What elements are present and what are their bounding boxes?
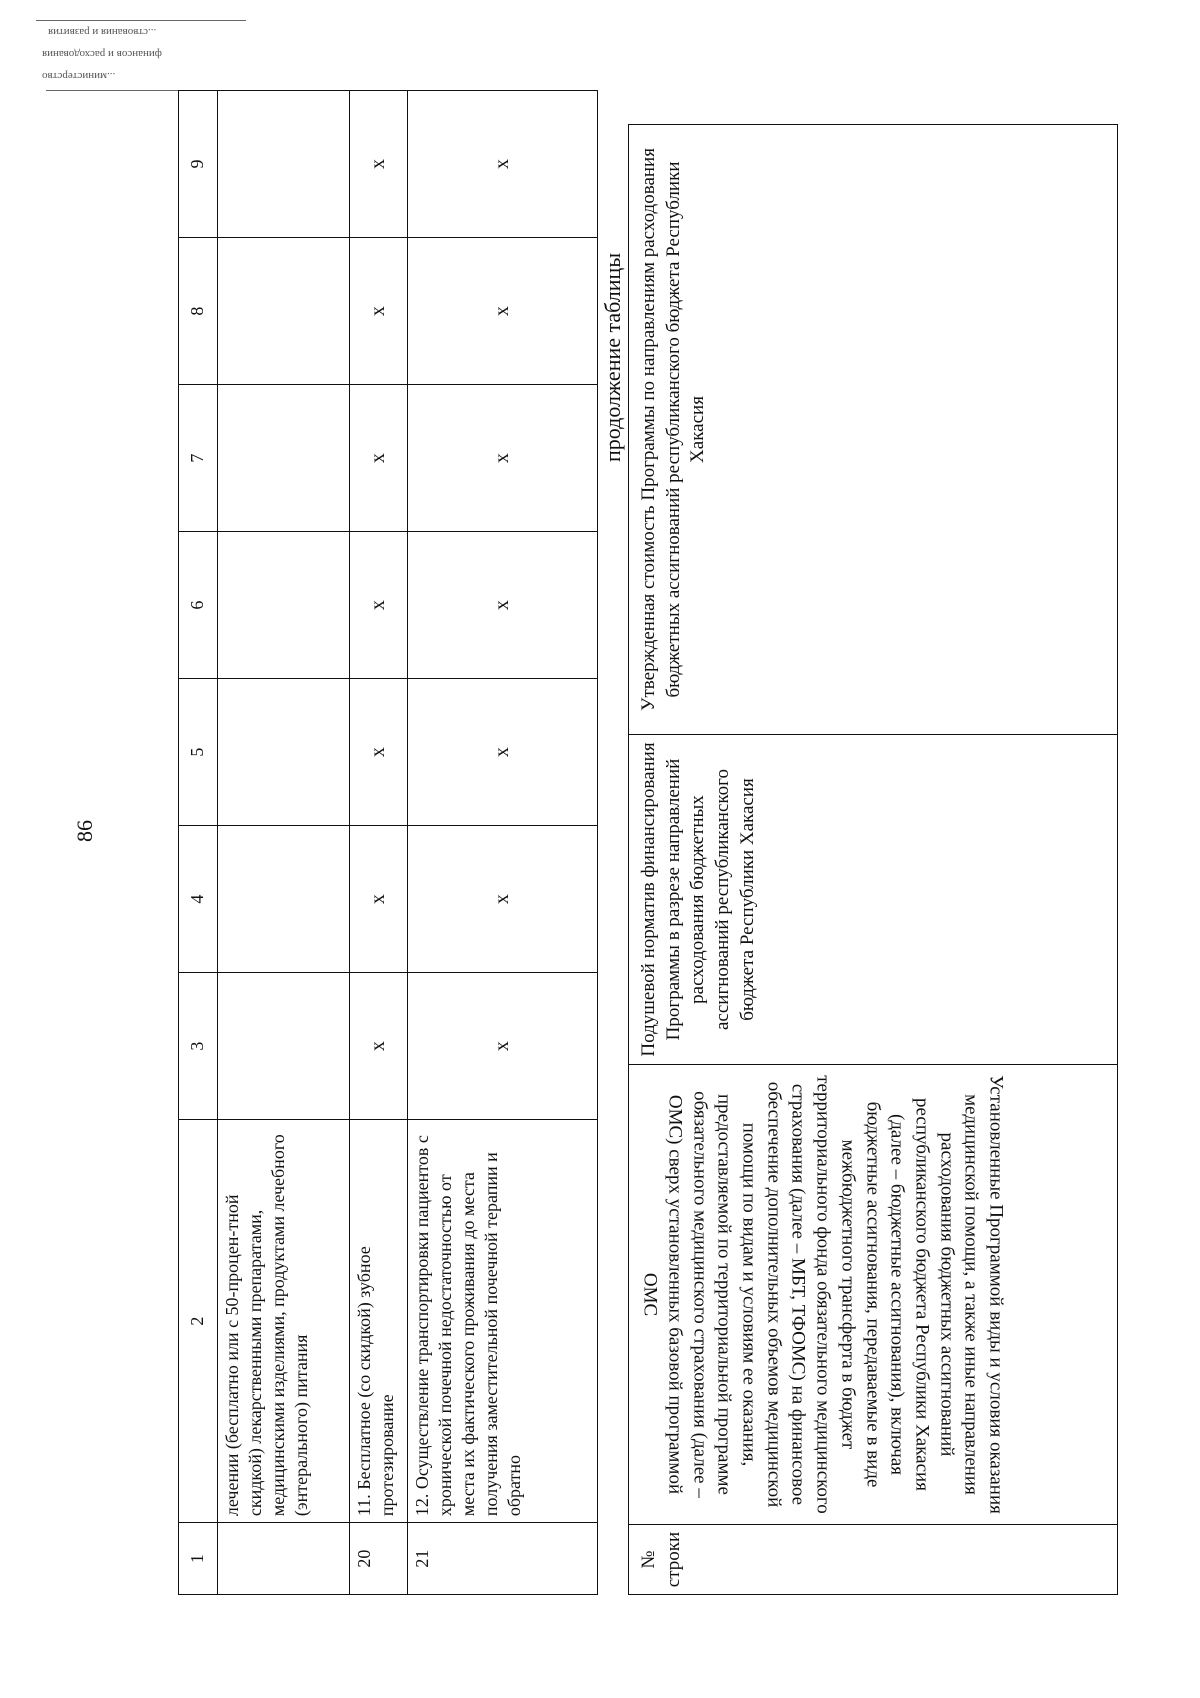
table-cell [218, 973, 350, 1120]
table-cell [218, 532, 350, 679]
row-description: 12. Осуществление транспортировки пациентов с хронической почечной недостаточностью от места их фактического проживания до места получения заместительной почечной терапии и обратно [408, 1120, 598, 1523]
row-number: 21 [408, 1523, 598, 1595]
table-cell [218, 679, 350, 826]
column-number: 8 [179, 238, 218, 385]
page-number: 86 [72, 820, 97, 842]
column-number-row [179, 91, 218, 1595]
table-cell: х [408, 238, 598, 385]
main-table-continued [178, 90, 598, 1595]
table-cell [218, 238, 350, 385]
stamp-line: финансов и расходования [42, 48, 162, 60]
column-number: 1 [179, 1523, 218, 1595]
header-per-capita-standard: Подушевой норматив финансирования Программы в разрезе направлений расходования бюджетных ассигнований республиканского бюджета Республики Хакасия [629, 735, 1118, 1065]
table-cell: х [350, 973, 408, 1120]
header-approved-cost: Утвержденная стоимость Программы по направлениям расходования бюджетных ассигнований республиканского бюджета Республики Хакасия [629, 125, 1118, 735]
table-row [350, 91, 408, 1595]
row-number [218, 1523, 350, 1595]
table-cell: х [350, 679, 408, 826]
table-cell [218, 826, 350, 973]
header-row-number: № строки [629, 1525, 1118, 1595]
table-header-block [628, 125, 1118, 1595]
column-number: 2 [179, 1120, 218, 1523]
table-cell: х [350, 91, 408, 238]
header-description [629, 1065, 1118, 1525]
table-cell: х [350, 532, 408, 679]
table-row [408, 91, 598, 1595]
stamp-line: ...ствования и развития [48, 26, 157, 38]
column-number: 4 [179, 826, 218, 973]
column-number: 9 [179, 91, 218, 238]
column-number: 3 [179, 973, 218, 1120]
row-description: лечении (бесплатно или с 50-процен-тной скидкой) лекарственными препаратами, медицинскими изделиями, продуктами лечебного (энтерального) питания [218, 1120, 350, 1523]
table-cell: х [408, 679, 598, 826]
column-number: 6 [179, 532, 218, 679]
table-cell: х [408, 532, 598, 679]
description-text: Установленные Программой виды и условия оказания медицинской помощи, а также иные направления расходования бюджетных ассигнований республиканского бюджета Республики Хакасия (далее – бюджетные ассигнования), включая бюджетные ассигнования, передаваемые в виде межбюджетного трансферта в бюджет территориального фонда обязательного медицинского страхования (далее – МБТ, ТФОМС) на финансовое обеспечение дополнительных объемов медицинской помощи по видам и условиям ее оказания, предоставляемой по территориальной программе обязательного медицинского страхования (далее – ОМС) сверх установленных базовой программой ОМС [639, 1075, 1007, 1514]
table-cell: х [408, 91, 598, 238]
column-number: 5 [179, 679, 218, 826]
table-cell [218, 91, 350, 238]
table-cell: х [408, 385, 598, 532]
table-cell: х [408, 826, 598, 973]
row-description: 11. Бесплатное (со скидкой) зубное протезирование [350, 1120, 408, 1523]
stamp-line: ...министерство [42, 70, 116, 82]
row-number: 20 [350, 1523, 408, 1595]
column-number: 7 [179, 385, 218, 532]
table-cell [218, 385, 350, 532]
table-cell: х [350, 385, 408, 532]
table-cell: х [408, 973, 598, 1120]
table-cell: х [350, 238, 408, 385]
table-cell: х [350, 826, 408, 973]
continuation-label: продолжение таблицы [600, 252, 625, 462]
table-row [218, 91, 350, 1595]
